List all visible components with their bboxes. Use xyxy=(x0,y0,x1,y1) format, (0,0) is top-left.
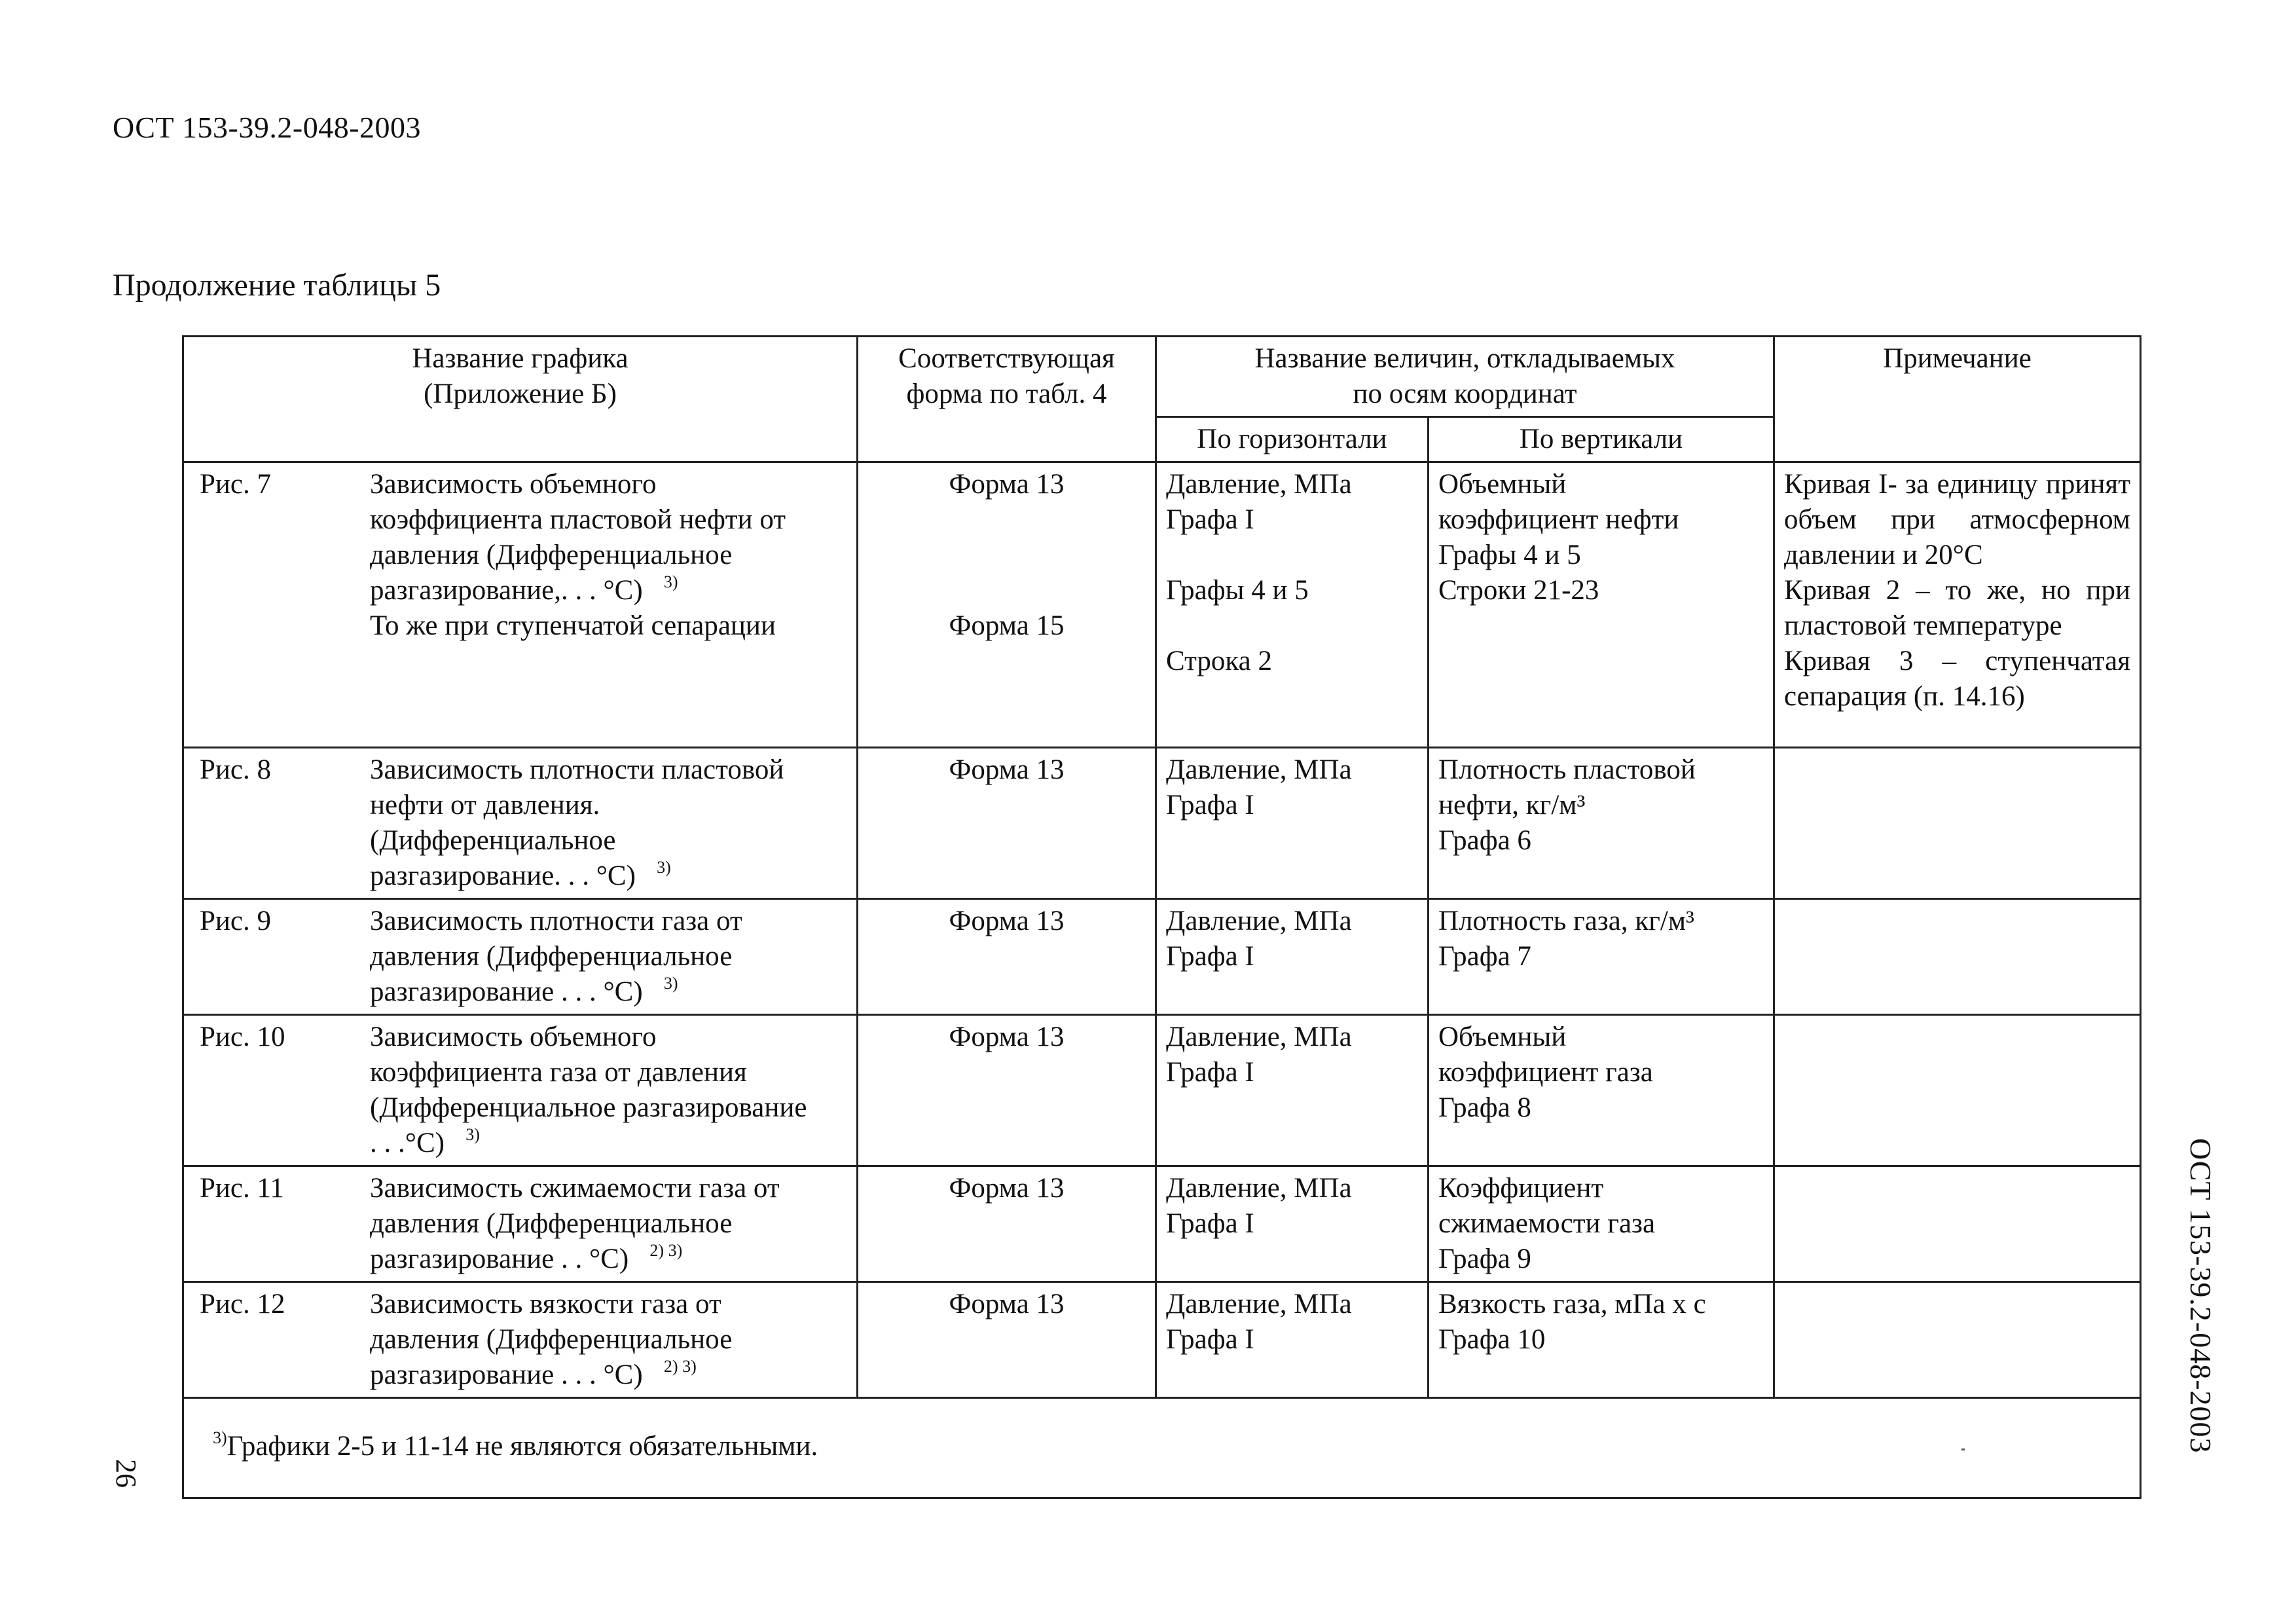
vertical-axis-cell: Плотность газа, кг/м³ Графа 7 xyxy=(1429,899,1774,1015)
figure-number: Рис. 10 xyxy=(200,1022,285,1052)
page-number: 26 xyxy=(110,1459,142,1488)
side-document-code: ОСТ 153-39.2-048-2003 xyxy=(2184,1138,2217,1454)
header-note: Примечание xyxy=(1774,337,2141,462)
table-5-continuation xyxy=(182,335,2141,1499)
figure-number: Рис. 7 xyxy=(200,469,272,500)
graph-title: Зависимость сжимаемости газа от давления (Дифференциальное разгазирование . . °С) $^{2) 3)}$ xyxy=(370,1173,780,1274)
header-axes-label: Название величин, откладываемых xyxy=(1254,343,1675,374)
vertical-axis-cell: Вязкость газа, мПа х с Графа 10 xyxy=(1429,1282,1774,1398)
form-cell: Форма 13 xyxy=(858,748,1156,899)
graph-title: Зависимость объемного коэффициента газа от давления (Дифференциальное разгазирование . . .°С) $^{3)}$ xyxy=(370,1022,807,1158)
graph-title: Зависимость плотности пластовой нефти от давления. (Дифференциальное разгазирование. . . °С) $^{3)}$ xyxy=(370,754,784,891)
horizontal-axis-cell: Давление, МПа Графа I xyxy=(1156,899,1429,1015)
note-curve-2: Кривая 2 – то же, но при пластовой температуре xyxy=(1784,575,2130,641)
table-row xyxy=(183,1282,2141,1398)
table-row xyxy=(183,748,2141,899)
graph-name-cell xyxy=(183,899,858,1015)
figure-number: Рис. 8 xyxy=(200,754,272,785)
footnote-row xyxy=(183,1398,2141,1498)
note-cell xyxy=(1774,899,2141,1015)
graph-name-cell xyxy=(183,1015,858,1166)
form-cell: Форма 13 xyxy=(858,1282,1156,1398)
header-graph-name-sub: (Приложение Б) xyxy=(424,378,617,409)
note-cell xyxy=(1774,748,2141,899)
vertical-axis-cell: Объемный коэффициент газа Графа 8 xyxy=(1429,1015,1774,1166)
note-cell xyxy=(1774,1166,2141,1282)
table-row xyxy=(183,462,2141,748)
graph-title: Зависимость вязкости газа от давления (Дифференциальное разгазирование . . . °С) $^{2) 3)}$ xyxy=(370,1289,733,1390)
graph-name-cell xyxy=(183,462,858,748)
header-axes-sub: по осям координат xyxy=(1353,378,1577,409)
note-cell xyxy=(1774,462,2141,748)
footnote-text: Графики 2-5 и 11-14 не являются обязательными. xyxy=(227,1431,818,1462)
table-continuation-title: Продолжение таблицы 5 xyxy=(113,268,441,303)
table-row xyxy=(183,1166,2141,1282)
figure-number: Рис. 9 xyxy=(200,906,272,936)
footnote-ref: 2) 3) xyxy=(649,1241,683,1260)
footnote-ref: 2) 3) xyxy=(663,1357,697,1376)
footnote-cell xyxy=(183,1398,2141,1498)
note-cell xyxy=(1774,1282,2141,1398)
header-graph-name xyxy=(183,337,858,462)
note-curve-1: Кривая I- за единицу принят объем при атмосферном давлении и 20°С xyxy=(1784,469,2130,570)
header-form xyxy=(858,337,1156,462)
note-cell xyxy=(1774,1015,2141,1166)
document-code-header: ОСТ 153-39.2-048-2003 xyxy=(113,111,422,144)
form-cell: Форма 13 xyxy=(858,899,1156,1015)
header-vertical: По вертикали xyxy=(1429,417,1774,462)
footnote-ref: 3) xyxy=(663,572,678,591)
figure-number: Рис. 12 xyxy=(200,1289,285,1320)
form-cell: Форма 13 Форма 15 xyxy=(858,462,1156,748)
form-cell: Форма 13 xyxy=(858,1166,1156,1282)
header-axes xyxy=(1156,337,1774,417)
header-form-sub: форма по табл. 4 xyxy=(906,378,1107,409)
note-curve-3: Кривая 3 – ступенчатая сепарация (п. 14.16) xyxy=(1784,646,2130,712)
header-graph-name-label: Название графика xyxy=(412,343,629,374)
vertical-axis-cell: Коэффициент сжимаемости газа Графа 9 xyxy=(1429,1166,1774,1282)
footnote-ref: 3) xyxy=(465,1125,480,1144)
horizontal-axis-cell: Давление, МПа Графа I xyxy=(1156,1015,1429,1166)
horizontal-axis-cell: Давление, МПа Графа I xyxy=(1156,1282,1429,1398)
graph-name-cell xyxy=(183,748,858,899)
footnote-ref: 3) xyxy=(657,858,671,877)
figure-number: Рис. 11 xyxy=(200,1173,284,1204)
graph-name-cell xyxy=(183,1282,858,1398)
form-cell: Форма 13 xyxy=(858,1015,1156,1166)
scan-mark xyxy=(1961,1449,1965,1450)
horizontal-axis-cell: Давление, МПа Графа I xyxy=(1156,1166,1429,1282)
graph-title: Зависимость плотности газа от давления (Дифференциальное разгазирование . . . °С) $^{3)}$ xyxy=(370,906,742,1007)
table-row xyxy=(183,1015,2141,1166)
vertical-axis-cell: Плотность пластовой нефти, кг/м³ Графа 6 xyxy=(1429,748,1774,899)
horizontal-axis-cell: Давление, МПа Графа I Графы 4 и 5 Строка 2 xyxy=(1156,462,1429,748)
graph-name-cell xyxy=(183,1166,858,1282)
header-form-label: Соответствующая xyxy=(898,343,1115,374)
vertical-axis-cell: Объемный коэффициент нефти Графы 4 и 5 Строки 21-23 xyxy=(1429,462,1774,748)
graph-title: Зависимость объемного коэффициента пластовой нефти от давления (Дифференциальное разгазирование,. . . °С) $^{3)}$ То же при ступенчатой сепарации xyxy=(370,469,786,641)
table-row xyxy=(183,899,2141,1015)
header-horizontal: По горизонтали xyxy=(1156,417,1429,462)
horizontal-axis-cell: Давление, МПа Графа I xyxy=(1156,748,1429,899)
footnote-ref: 3) xyxy=(663,974,678,993)
footnote-marker: 3) xyxy=(213,1428,227,1447)
